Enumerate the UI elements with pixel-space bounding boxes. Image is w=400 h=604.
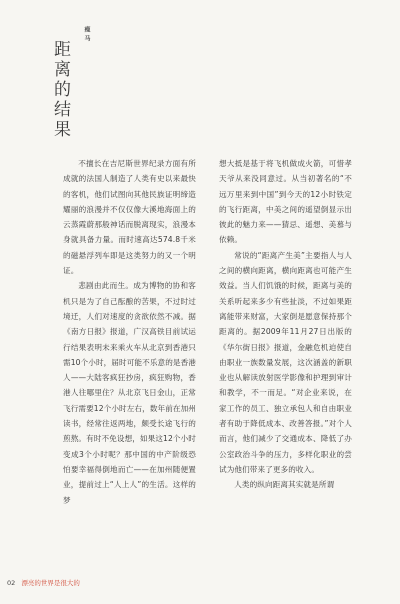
paragraph: 人类的纵向距离其实就是所谓 [234,480,335,490]
article-author: 瘦马 [83,26,90,44]
running-title: 漂亮的世界是很大的 [21,579,80,587]
paragraph: 常说的“距离产生美”主要指人与人之间的横向距离，横向距离也可能产生效益。当人们饥饿的时候，距离与美的关系听起来多少有些扯淡，不过如果距离能带来财富，大家倒是愿意保持那个距离的。据2009年11月27日出版的《华尔街日报》报道，金融危机迫使自由职业一族数量发展，这次涵盖的新职业也从解读放射医学影像和护理到审计和教学，不一而足。“对企业来说，在家工作的员工、独立承包人和自由职业者有助于降低成本、改善答报。”对个人而言，他们减少了交通成本、降低了办公室政治斗争的压力，多样化职业的尝试为他们带来了更多的收入。 [219,250,352,474]
paragraph: 悲剧由此而生。成为博物的协和客机只是为了自己酝酿的苦果，不过时过境迁，人们对速度的贪欲依然不减。据《南方日报》报道，广汉高铁目前试运行结果表明未来乘火车从北京到香港只需10个小时，届时可能不乐意的是香港人——大陆客疯狂抄房，疯狂购物，香港人往哪里住？从北京飞日金山，正常飞行需要12个小时左右，数年前在加州读书，经常往返两地，颇受长途飞行的煎熬。有时不免设想，如果这12个小时变成3个小时呢？那中国的中产阶级恐怕要幸福得倒地而亡——在加州随便置业，提前过上“人上人”的生活。这样的梦 [63,281,196,505]
paragraph: 想大抵是基于将飞机做成火箭，可惜孝天爷从来没同意过。从当初著名的“不远万里来到中国”到今天的12小时铁定的飞行距离，中美之间的遥望倒显示出彼此的魅力来——猜忌、遥想、美慕与依赖。 [219,159,352,245]
title-block [34,22,94,142]
paragraph: 不擅长在吉尼斯世界纪录方面有所成就的法国人制造了人类有史以来最快的客机，他们试图向其他民族证明缔造耀丽的浪漫并不仅仅像大溪地海面上的云蒸霞蔚那般神话而脱离现实，浪漫本身就具备力量。而时速高达574.8千米的磁悬浮列车即是这类努力的又一个明证。 [63,159,196,276]
page-footer [7,578,80,587]
text-column-left [63,156,196,556]
article-title: 距离的结果 [50,40,70,140]
text-column-right [219,156,352,556]
page-number: 02 [7,579,16,587]
